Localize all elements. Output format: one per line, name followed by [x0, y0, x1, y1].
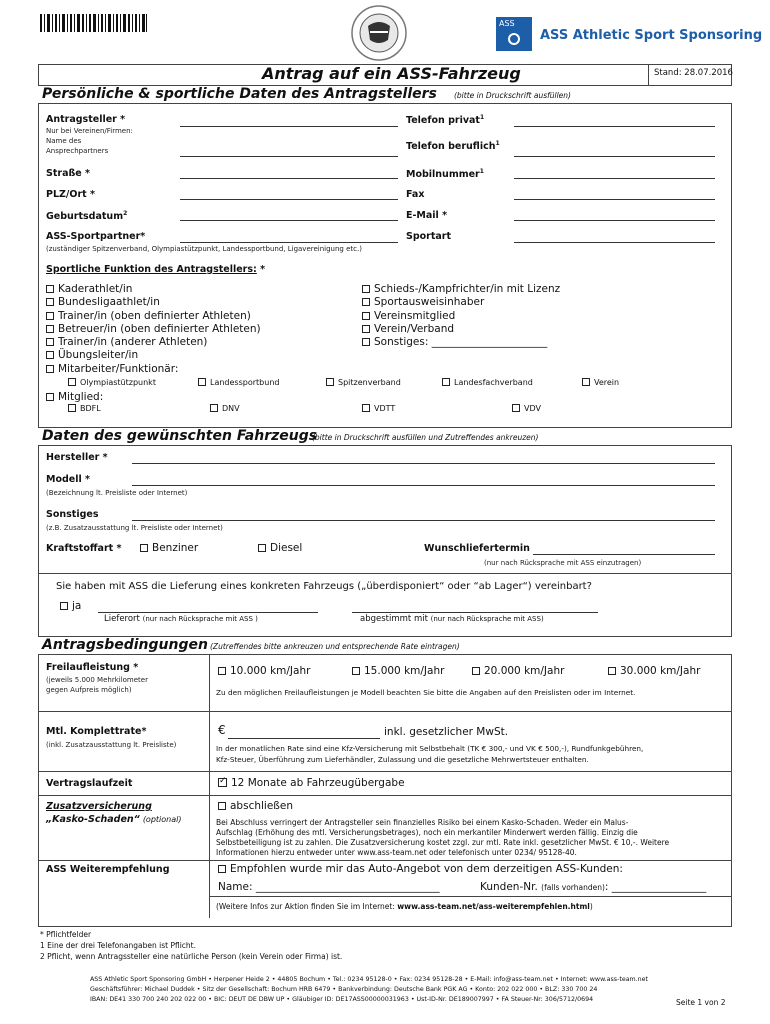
funktion-title [46, 264, 265, 275]
option-label: Mitglied: [58, 391, 104, 403]
option-label: Benziner [152, 542, 199, 554]
footnote-1: 1 Eine der drei Telefonangaben ist Pflicht. [40, 941, 197, 950]
option-label: Verein/Verband [374, 322, 455, 335]
checkbox-icon[interactable] [362, 338, 370, 346]
field-sportpartner[interactable] [180, 242, 398, 243]
section2-divider [38, 573, 732, 574]
option-label: 20.000 km/Jahr [484, 665, 565, 677]
checkbox-icon[interactable] [512, 404, 520, 412]
checkbox-icon[interactable] [362, 404, 370, 412]
checkbox-icon[interactable] [442, 378, 450, 386]
option-label: Bundesligaathlet/in [58, 296, 160, 309]
funktion-title-text: Sportliche Funktion des Antragstellers: [46, 264, 257, 275]
option-benziner[interactable] [140, 542, 198, 554]
antragsteller-note-1: Nur bei Vereinen/Firmen: [46, 127, 133, 135]
label-weiterempfehlung: ASS Weiterempfehlung [46, 864, 170, 875]
field-empfehler-name[interactable]: Name: ___________________________________ [218, 881, 440, 893]
field-sonstiges[interactable] [132, 520, 715, 521]
option-label: Landesfachverband [454, 378, 533, 387]
option-sonstiges[interactable] [362, 336, 560, 349]
option-empfohlen[interactable] [218, 863, 623, 875]
checkbox-icon[interactable] [352, 667, 360, 675]
label-hersteller: Hersteller * [46, 452, 108, 463]
section2-title: Daten des gewünschten Fahrzeugs [42, 428, 318, 444]
logo-mark-icon [508, 33, 520, 45]
option-30000-km[interactable] [608, 665, 700, 677]
option-kaderathlet[interactable] [46, 283, 261, 296]
option-verein-verband[interactable] [362, 323, 560, 336]
checkbox-icon[interactable] [60, 602, 68, 610]
label-plz-ort: PLZ/Ort * [46, 189, 95, 200]
checkbox-icon[interactable] [258, 544, 266, 552]
option-label: Trainer/in (oben definierter Athleten) [58, 309, 251, 322]
option-label: Übungsleiter/in [58, 349, 139, 362]
option-label: Landessportbund [210, 378, 280, 387]
checkbox-icon[interactable] [68, 404, 76, 412]
label-geburtsdatum [46, 210, 127, 222]
option-label: Spitzenverband [338, 378, 401, 387]
label-laufzeit: Vertragslaufzeit [46, 778, 133, 789]
field-kundennr[interactable] [480, 881, 706, 893]
option-vereinsmitglied[interactable] [362, 310, 560, 323]
option-label: Empfohlen wurde mir das Auto-Angebot von dem derzeitigen ASS-Kunden: [230, 863, 623, 875]
field-mobilnummer[interactable] [514, 178, 715, 179]
checkbox-icon[interactable] [210, 404, 218, 412]
option-schiedsrichter[interactable] [362, 283, 560, 296]
zusatz-text-2: Aufschlag (Erhöhung des mtl. Versicherungsbetrages), noch ein merkantiler Minderwert werden fällig. Einzig die [216, 828, 638, 837]
mitarbeiter-option-lsb[interactable] [198, 378, 279, 387]
field-geburtsdatum[interactable] [180, 220, 398, 221]
label-zusatz-1: Zusatzversicherung [46, 801, 152, 812]
option-label: BDFL [80, 404, 101, 413]
field-hersteller[interactable] [132, 463, 715, 464]
option-label: ja [72, 600, 82, 612]
field-wunschliefertermin[interactable] [533, 554, 715, 555]
form-title: Antrag auf ein ASS-Fahrzeug [262, 64, 521, 83]
inkl-mwst: inkl. gesetzlicher MwSt. [384, 726, 509, 738]
lieferung-question: Sie haben mit ASS die Lieferung eines konkreten Fahrzeugs („überdisponiert“ oder “ab Lager“) vereinbart? [56, 581, 592, 592]
lieferort-note: (nur nach Rücksprache mit ASS ) [142, 615, 258, 623]
option-label: Vereinsmitglied [374, 309, 456, 322]
kundennr-line: : __________________ [604, 881, 707, 893]
option-label: Verein [594, 378, 620, 387]
field-telefon-beruflich[interactable] [514, 156, 715, 157]
field-lieferort[interactable] [98, 612, 318, 613]
option-label: 10.000 km/Jahr [230, 665, 311, 677]
checkbox-icon[interactable] [362, 298, 370, 306]
weitere-info-end: ) [589, 902, 593, 911]
funktion-title-star: * [256, 264, 266, 275]
komplettrate-note: (inkl. Zusatzausstattung lt. Preisliste) [46, 741, 177, 749]
option-label: Olympiastützpunkt [80, 378, 156, 387]
option-mitglied[interactable] [46, 391, 103, 403]
row-divider-2 [38, 771, 732, 772]
checkbox-icon[interactable] [46, 312, 54, 320]
label-sportart: Sportart [406, 231, 452, 242]
label-telefon-beruflich [406, 140, 500, 152]
option-label: Diesel [270, 542, 303, 554]
option-label: abschließen [230, 800, 294, 812]
wunsch-note: (nur nach Rücksprache mit ASS einzutragen) [484, 559, 642, 567]
field-modell[interactable] [132, 485, 715, 486]
footnote-pflichtfelder: * Pflichtfelder [40, 930, 92, 939]
checkbox-icon[interactable] [140, 544, 148, 552]
lieferort-text: Lieferort [104, 614, 140, 624]
option-diesel[interactable] [258, 542, 302, 554]
option-abschliessen[interactable] [218, 800, 293, 812]
section3-note: (Zutreffendes bitte ankreuzen und entsprechende Rate eintragen) [210, 642, 460, 651]
label-geburtsdatum-text: Geburtsdatum [46, 211, 124, 223]
row-divider-3 [38, 795, 732, 796]
row-divider-5 [209, 896, 732, 897]
label-telefon-beruflich-text: Telefon beruflich [406, 141, 496, 153]
checkbox-icon[interactable] [198, 378, 206, 386]
abgestimmt-text: abgestimmt mit [360, 614, 428, 624]
option-label: VDTT [374, 404, 396, 413]
mitarbeiter-option-osp[interactable] [68, 378, 156, 387]
option-label: DNV [222, 404, 240, 413]
section3-title: Antragsbedingungen [42, 637, 208, 653]
zusatz-optional: (optional) [142, 815, 182, 824]
label-modell: Modell * [46, 474, 91, 485]
mitglied-option-vdv[interactable] [512, 404, 541, 413]
footer-line-1: ASS Athletic Sport Sponsoring GmbH • Herpener Heide 2 • 44805 Bochum • Tel.: 0234 95128-0 • Fax: 0234 95128-28 • E-Mail: info@ass-team.net • Internet: www.ass-team.net [90, 976, 649, 983]
label-antragsteller: Antragsteller * [46, 114, 126, 125]
footnote-2: 2 Pflicht, wenn Antragssteller eine natürliche Person (kein Verein oder Firma) ist. [40, 952, 343, 961]
footer-line-2: Geschäftsführer: Michael Duddek • Sitz der Gesellschaft: Bochum HRB 6479 • Bankverbindung: Deutsche Bank PGK AG • Konto: 202 022 000 • BLZ: 330 700 24 [90, 986, 598, 993]
option-15000-km[interactable] [352, 665, 444, 677]
label-telefon-privat-text: Telefon privat [406, 115, 480, 127]
row-divider-4 [38, 860, 732, 861]
field-abgestimmt[interactable] [352, 612, 598, 613]
label-wunschliefertermin: Wunschliefertermin [424, 543, 530, 554]
association-seal [348, 4, 410, 62]
checkbox-icon[interactable] [218, 667, 226, 675]
label-freilauf: Freilaufleistung * [46, 662, 139, 673]
zusatz-text-3: Selbstbeteiligung ist zu zahlen. Die Zusatzversicherung kostet zzgl. zur mtl. Rate inkl. gesetzlicher MwSt. € 10,-. Weitere [216, 838, 670, 847]
option-betreuer[interactable] [46, 323, 261, 336]
checkbox-icon[interactable] [46, 351, 54, 359]
option-label: 12 Monate ab Fahrzeugübergabe [231, 777, 405, 789]
form-stand-date: Stand: 28.07.2016 [654, 68, 733, 78]
field-fax[interactable] [514, 199, 715, 200]
option-12-monate[interactable] [218, 777, 405, 789]
rate-text-1: In der monatlichen Rate sind eine Kfz-Versicherung mit Selbstbehalt (TK € 300,- und VK € 500,-), Rundfunkgebühren, [216, 744, 644, 753]
euro-sign: € [218, 723, 226, 737]
label-sportpartner: ASS-Sportpartner* [46, 231, 146, 242]
checkbox-icon[interactable] [326, 378, 334, 386]
section2-header [38, 427, 732, 446]
funktion-left-list [46, 283, 261, 376]
kundennr-note: (falls vorhanden) [541, 883, 605, 892]
ass-logo-name: ASS Athletic Sport Sponsoring [540, 28, 763, 43]
sup-1-a: 1 [479, 114, 485, 121]
checkbox-icon[interactable] [608, 667, 616, 675]
barcode-graphic [40, 14, 148, 32]
lieferort-label [104, 614, 258, 624]
rate-text-2: Kfz-Steuer, Überführung zum Lieferhändler, Zulassung und die gesetzliche Mehrwertsteuer enthalten. [216, 755, 589, 764]
checkbox-icon[interactable] [362, 325, 370, 333]
freilauf-note-1: (jeweils 5.000 Mehrkilometer [46, 676, 148, 684]
stand-divider [648, 64, 649, 85]
checkbox-icon[interactable] [46, 325, 54, 333]
section3-column-divider [209, 655, 210, 918]
checkbox-icon[interactable] [472, 667, 480, 675]
label-telefon-privat [406, 114, 484, 126]
seal-graphic [348, 4, 410, 62]
field-antragsteller[interactable] [180, 126, 398, 127]
mitglied-option-vdtt[interactable] [362, 404, 395, 413]
mitarbeiter-option-spitzenverband[interactable] [326, 378, 401, 387]
label-komplettrate: Mtl. Komplettrate* [46, 726, 147, 737]
weitere-url-link[interactable]: www.ass-team.net/ass-weiterempfehlen.html [397, 902, 590, 911]
label-email: E-Mail * [406, 210, 448, 221]
field-email[interactable] [514, 220, 715, 221]
field-plz-ort[interactable] [180, 199, 398, 200]
option-trainer-oben[interactable] [46, 310, 261, 323]
sup-2: 2 [123, 210, 128, 217]
option-10000-km[interactable] [218, 665, 310, 677]
abgestimmt-note: (nur nach Rücksprache mit ASS) [430, 615, 544, 623]
checkbox-icon[interactable] [582, 378, 590, 386]
label-zusatz-2-text: „Kasko-Schaden“ [46, 814, 140, 825]
section1-title: Persönliche & sportliche Daten des Antragstellers [42, 86, 437, 102]
field-strasse[interactable] [180, 178, 398, 179]
checkbox-icon[interactable] [68, 378, 76, 386]
kundennr-label: Kunden-Nr. [480, 881, 538, 893]
label-fax: Fax [406, 189, 425, 200]
checkbox-icon[interactable] [218, 802, 226, 810]
option-sportausweis[interactable] [362, 296, 560, 309]
option-ja[interactable] [60, 600, 81, 612]
zusatz-text-4: Informationen hierzu entweder unter www.ass-team.net oder telefonisch unter 0234/ 95128-40. [216, 848, 577, 857]
antragsteller-note-2: Name des [46, 137, 82, 145]
section2-note: (bitte in Druckschrift ausfüllen und Zutreffendes ankreuzen) [312, 433, 539, 442]
option-label: 15.000 km/Jahr [364, 665, 445, 677]
sonstiges-note: (z.B. Zusatzausstattung lt. Preisliste oder Internet) [46, 524, 223, 532]
option-label: Trainer/in (anderer Athleten) [58, 336, 208, 349]
mitarbeiter-option-landesfachverband[interactable] [442, 378, 533, 387]
section1-header [38, 85, 732, 104]
label-mobilnummer [406, 168, 484, 180]
field-ansprechpartner[interactable] [180, 156, 398, 157]
label-kraftstoff: Kraftstoffart * [46, 543, 122, 554]
label-sonstiges: Sonstiges [46, 509, 99, 520]
checked-checkbox-icon[interactable] [218, 778, 227, 787]
mitarbeiter-option-verein[interactable] [582, 378, 619, 387]
footer-page-number: Seite 1 von 2 [676, 998, 726, 1007]
sup-1-b: 1 [495, 140, 500, 147]
abgestimmt-label [360, 614, 544, 624]
ass-logo-badge-text: ASS [499, 19, 515, 28]
sportpartner-note: (zuständiger Spitzenverband, Olympiastützpunkt, Landessportbund, Ligavereinigung etc.) [46, 245, 362, 253]
checkbox-icon[interactable] [46, 393, 54, 401]
option-label: Schieds-/Kampfrichter/in mit Lizenz [374, 283, 561, 295]
antragsteller-note-3: Ansprechpartners [46, 147, 109, 155]
sup-1-c: 1 [479, 168, 484, 175]
row-divider-1 [38, 711, 732, 712]
mitglied-option-bdfl[interactable] [68, 404, 101, 413]
weitere-info [216, 902, 593, 911]
option-label: VDV [524, 404, 541, 413]
option-label: Kaderathlet/in [58, 283, 133, 295]
option-trainer-anderer[interactable] [46, 336, 261, 349]
zusatz-text-1: Bei Abschluss verringert der Antragsteller sein finanzielles Risiko bei einem Kasko-Schaden. Weder ein Malus- [216, 818, 629, 827]
barcode [40, 14, 148, 32]
option-label: Betreuer/in (oben definierter Athleten) [58, 322, 261, 335]
checkbox-icon[interactable] [46, 285, 54, 293]
section1-note: (bitte in Druckschrift ausfüllen) [454, 91, 571, 100]
field-sportart[interactable] [514, 242, 715, 243]
freilauf-note-2: gegen Aufpreis möglich) [46, 686, 132, 694]
option-label: Sonstiges: ______________________ [374, 336, 548, 349]
option-20000-km[interactable] [472, 665, 564, 677]
checkbox-icon[interactable] [362, 312, 370, 320]
label-mobilnummer-text: Mobilnummer [406, 169, 480, 181]
checkbox-icon[interactable] [46, 338, 54, 346]
option-label: Mitarbeiter/Funktionär: [58, 362, 179, 375]
freilauf-hint: Zu den möglichen Freilaufleistungen je Modell beachten Sie bitte die Angaben auf den Preislisten oder im Internet. [216, 688, 636, 697]
field-komplettrate[interactable] [228, 738, 380, 739]
option-mitarbeiter[interactable] [46, 363, 261, 376]
modell-note: (Bezeichnung lt. Preisliste oder Internet) [46, 489, 188, 497]
option-uebungsleiter[interactable] [46, 349, 261, 362]
option-bundesligaathlet[interactable] [46, 296, 261, 309]
label-strasse: Straße * [46, 168, 91, 179]
option-label: Sportausweisinhaber [374, 296, 485, 309]
section3-header [38, 636, 732, 655]
field-telefon-privat[interactable] [514, 126, 715, 127]
checkbox-icon[interactable] [46, 365, 54, 373]
checkbox-icon[interactable] [362, 285, 370, 293]
checkbox-icon[interactable] [46, 298, 54, 306]
footer-line-3: IBAN: DE41 330 700 240 202 022 00 • BIC: DEUT DE DBW UP • Gläubiger ID: DE17ASS00000031963 • Ust-ID-Nr. DE189007997 • FA Steuer-Nr: 306/5712/0694 [90, 996, 594, 1003]
checkbox-icon[interactable] [218, 865, 226, 873]
funktion-right-list [362, 283, 560, 349]
label-zusatz-2 [46, 814, 181, 825]
weitere-info-text: (Weitere Infos zur Aktion finden Sie im Internet: [216, 902, 398, 911]
ass-logo-badge [496, 17, 532, 51]
option-label: 30.000 km/Jahr [620, 665, 701, 677]
mitglied-option-dnv[interactable] [210, 404, 240, 413]
zusatz-text [216, 818, 726, 858]
